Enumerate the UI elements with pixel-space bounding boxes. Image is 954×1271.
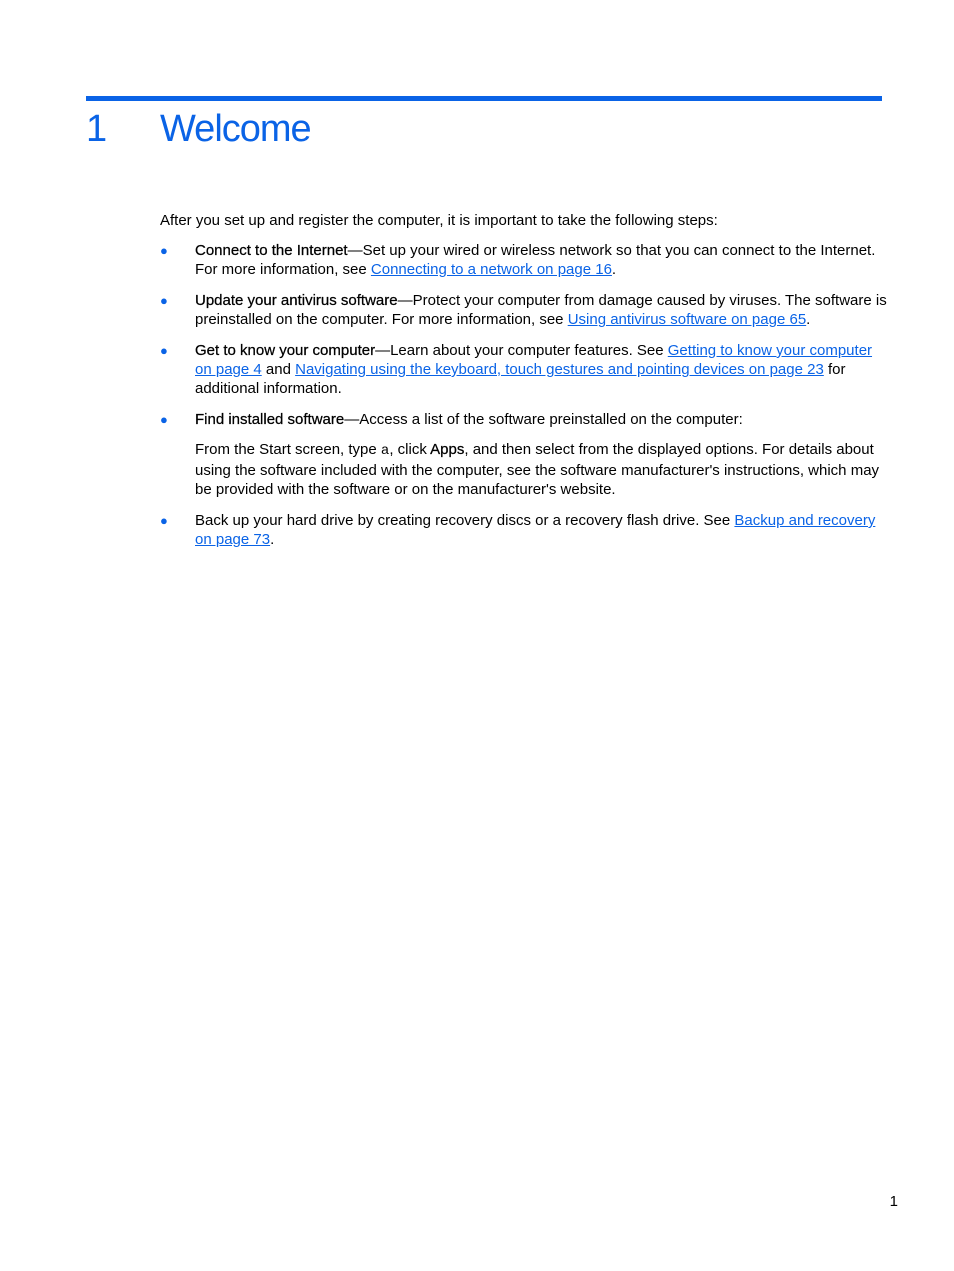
step-update-antivirus: [160, 291, 890, 329]
step-sub-paragraph: [195, 440, 890, 499]
bullet-icon: ●: [160, 343, 168, 358]
step-body: —Learn about your computer features. See: [375, 342, 668, 359]
step-text: [195, 291, 890, 329]
chapter-title: Welcome: [160, 108, 311, 150]
sub-text: , click: [389, 441, 431, 458]
link-navigating[interactable]: Navigating using the keyboard, touch gestures and pointing devices on page 23: [295, 361, 824, 378]
step-find-software: [160, 410, 890, 499]
chapter-number: 1: [86, 108, 107, 150]
chapter-body: [160, 211, 890, 561]
bullet-icon: ●: [160, 412, 168, 427]
link-using-antivirus[interactable]: Using antivirus software on page 65: [567, 311, 807, 328]
sub-text: , and then select from the displayed options. For details about using the software included with the computer, see the software manufacturer's instructions, which may be provided with the software or on the manufacturer's website.: [195, 441, 880, 498]
step-term: Update your antivirus software: [195, 292, 398, 309]
page-number: 1: [889, 1193, 898, 1210]
step-body-end: for additional information.: [195, 361, 846, 397]
step-body: Back up your hard drive by creating recovery discs or a recovery flash drive. See: [195, 512, 735, 529]
bullet-icon: ●: [160, 293, 168, 308]
sub-text: From the Start screen, type: [195, 441, 381, 458]
step-body-end: .: [611, 261, 617, 278]
step-term: Get to know your computer: [195, 342, 376, 359]
step-term: Find installed software: [195, 411, 345, 428]
step-body: —Access a list of the software preinstalled on the computer:: [344, 411, 743, 428]
step-body-end: .: [270, 531, 275, 548]
step-text: [195, 341, 890, 398]
step-connect-internet: [160, 241, 890, 279]
step-text: [195, 511, 890, 549]
step-text: [195, 241, 890, 279]
step-text: [195, 410, 890, 429]
typed-key: a: [380, 443, 390, 459]
link-connecting-to-network[interactable]: Connecting to a network on page 16: [370, 261, 612, 278]
steps-list: [160, 241, 890, 549]
apps-term: Apps: [430, 441, 465, 458]
step-body-mid: and: [261, 361, 296, 378]
step-back-up: [160, 511, 890, 549]
link-getting-to-know[interactable]: Getting to know your computer on page 4: [195, 342, 873, 378]
chapter-rule: [86, 96, 882, 101]
link-backup-recovery[interactable]: Backup and recovery on page 73: [195, 512, 876, 548]
step-body-end: .: [806, 311, 811, 328]
step-know-computer: [160, 341, 890, 398]
bullet-icon: ●: [160, 513, 168, 528]
intro-paragraph: After you set up and register the computer, it is important to take the following steps:: [160, 212, 718, 229]
step-body: —Protect your computer from damage caused by viruses. The software is preinstalled on the computer. For more information, see: [195, 292, 887, 328]
bullet-icon: ●: [160, 243, 168, 258]
step-term: Connect to the Internet: [195, 242, 348, 259]
step-body: —Set up your wired or wireless network so that you can connect to the Internet. For more information, see: [195, 242, 876, 278]
